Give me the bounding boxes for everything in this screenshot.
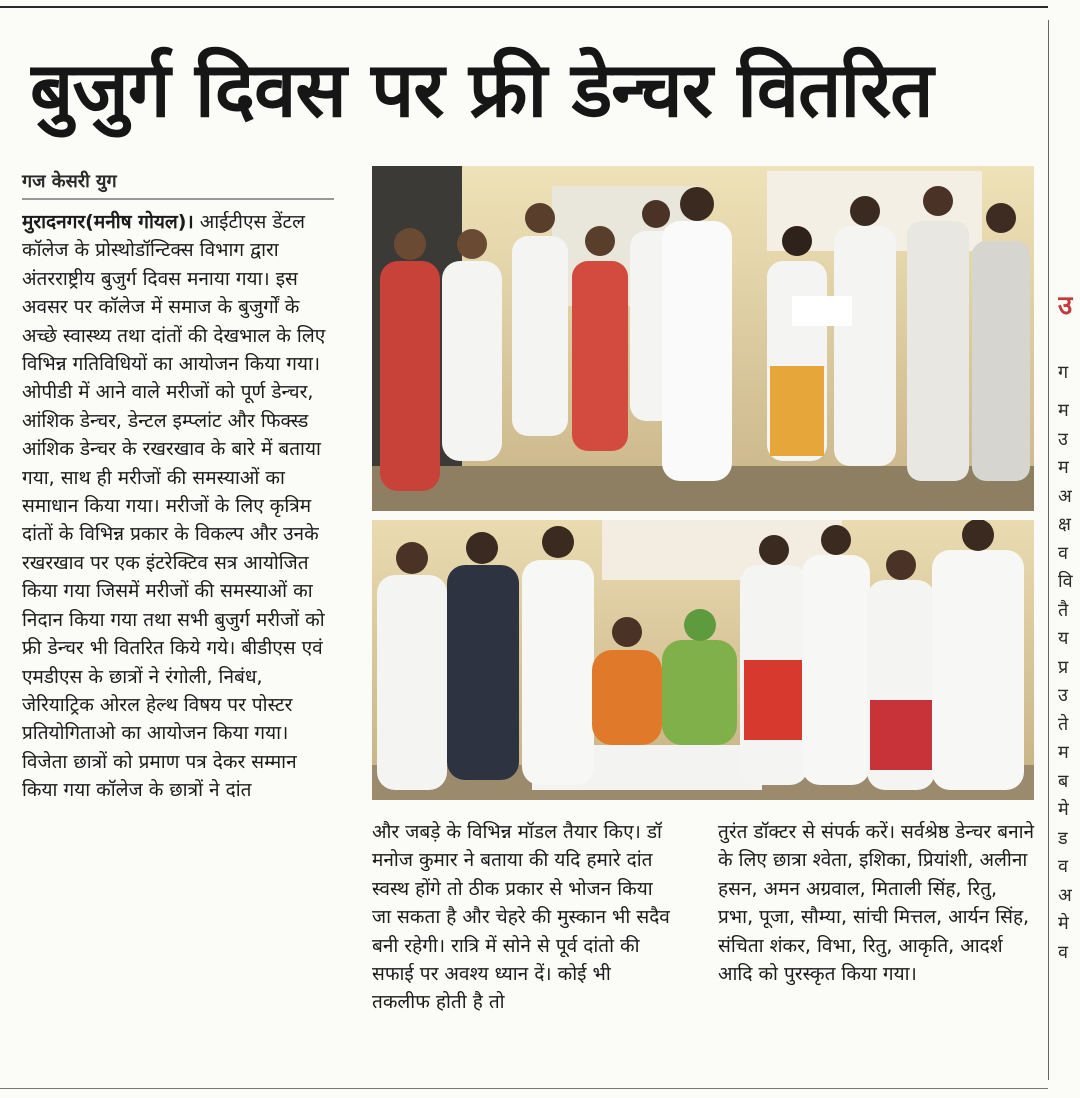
neighbor-line: मे xyxy=(1058,913,1069,934)
neighbor-line: य xyxy=(1058,628,1069,649)
neighbor-line: ग xyxy=(1058,361,1069,383)
event-photo-group-image xyxy=(372,520,1034,800)
top-rule xyxy=(0,6,1048,8)
neighbor-line: ब xyxy=(1058,770,1069,792)
article-column-1 xyxy=(22,208,338,1088)
neighbor-line: मे xyxy=(1058,799,1069,820)
neighbor-line: म xyxy=(1058,742,1069,763)
neighbor-line: ते xyxy=(1058,713,1069,735)
neighbor-article-fragment xyxy=(1058,0,1080,1098)
neighbor-line: ड xyxy=(1058,827,1068,849)
article-column-2 xyxy=(372,818,672,1088)
headline: बुजुर्ग दिवस पर फ्री डेन्चर वितरित xyxy=(30,45,933,134)
neighbor-line: अ xyxy=(1058,884,1072,906)
neighbor-line: उ xyxy=(1058,428,1068,450)
event-photo-award xyxy=(372,166,1034,511)
neighbor-line: तै xyxy=(1058,599,1069,621)
article-column-3 xyxy=(718,818,1038,1088)
neighbor-line: क्ष xyxy=(1058,514,1071,535)
neighbor-line: म xyxy=(1058,457,1069,478)
article-text-1: आईटीएस डेंटल कॉलेज के प्रोस्थोडॉन्टिक्स विभाग द्वारा अंतरराष्ट्रीय बुजुर्ग दिवस मनाया गया। इस अवसर पर कॉलेज में समाज के बुजुर्गों के अच्छे स्वास्थ्य तथा दांतों की देखभाल के लिए विभिन्न गतिविधियों का आयोजन किया गया। ओपीडी में आने वाले मरीजों को पूर्ण डेन्चर, आंशिक डेन्चर, डेन्टल इम्प्लांट और फिक्स्ड आंशिक डेन्चर के रखरखाव के बारे में बताया गया, साथ ही मरीजों की समस्याओं का समाधान किया गया। मरीजों के लिए कृत्रिम दांतों के विभिन्न प्रकार के विकल्प और उनके रखरखाव पर एक इंटरेक्टिव सत्र आयोजित किया गया जिसमें मरीजों की समस्याओं का निदान किया गया तथा सभी बुजुर्ग मरीजों को फ्री डेन्चर भी वितरित किये गये। बीडीएस एवं एमडीएस के छात्रों ने रंगोली, निबंध, जेरियाट्रिक ओरल हेल्थ विषय पर पोस्टर प्रतियोगिताओ का आयोजन किया गया। विजेता छात्रों को प्रमाण पत्र देकर सम्मान किया गया कॉलेज के छात्रों ने दांत xyxy=(22,211,326,802)
neighbor-line: म xyxy=(1058,400,1069,421)
article-text-2: और जबड़े के विभिन्न मॉडल तैयार किए। डॉ मनोज कुमार ने बताया की यदि हमारे दांत स्वस्थ होंगे तो ठीक प्रकार से भोजन किया जा सकता है और चेहरे की मुस्कान भी सदैव बनी रहेगी। रात्रि में सोने से पूर्व दांतो की सफाई पर अवश्य ध्यान दें। कोई भी तकलीफ होती है तो xyxy=(372,821,670,1014)
neighbor-red-glyph: उ xyxy=(1058,291,1073,321)
source-tag: गज केसरी युग xyxy=(22,168,334,200)
dateline: मुरादनगर(मनीष गोयल)। xyxy=(22,211,194,233)
article-text-3: तुरंत डॉक्टर से संपर्क करें। सर्वश्रेष्ठ डेन्चर बनाने के लिए छात्रा श्वेता, इशिका, प्रियांशी, अलीना हसन, अमन अग्रवाल, मिताली सिंह, रितु, प्रभा, पूजा, सौम्या, सांची मित्तल, आर्यन सिंह, संचिता शंकर, विभा, रितु, आकृति, आदर्श आदि को पुरस्कृत किया गया। xyxy=(718,821,1035,986)
event-photo-award-image xyxy=(372,166,1034,511)
neighbor-line: व xyxy=(1058,856,1069,877)
neighbor-line: वि xyxy=(1058,571,1073,592)
column-divider xyxy=(1048,20,1049,1080)
neighbor-line: उ xyxy=(1058,685,1068,706)
neighbor-line: प्र xyxy=(1058,656,1069,678)
bottom-rule xyxy=(0,1088,1048,1089)
event-photo-group xyxy=(372,520,1034,800)
neighbor-line: व xyxy=(1058,941,1069,963)
neighbor-line: अ xyxy=(1058,485,1072,507)
neighbor-line: व xyxy=(1058,542,1069,564)
